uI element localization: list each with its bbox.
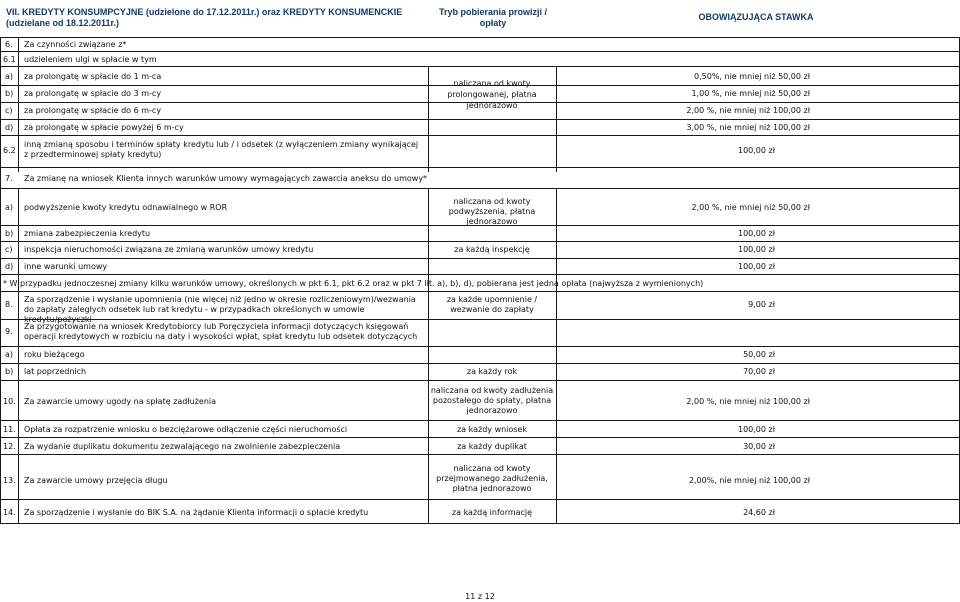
row-number: b): [5, 367, 14, 376]
row-number: 6.1: [3, 55, 16, 64]
page-number: 11 z 12: [465, 592, 495, 601]
row-number: d): [5, 123, 14, 132]
row-description: Za wydanie duplikatu dokumentu zezwalającego na zwolnienie zabezpieczenia: [24, 442, 341, 451]
row-description: Za przygotowanie na wniosek Kredytobiorcy lub Poręczyciela informacji dotyczących księgowań operacji kredytowych w rozbiciu na daty i wysokości wpłat, spłat kredytu lub odsetek dotyczących: [24, 322, 418, 341]
row-rate: 100,00 zł: [737, 146, 775, 155]
row-rate: 24,60 zł: [743, 508, 775, 517]
row-number: 11.: [3, 425, 16, 434]
row-mode: za każdy duplikat: [457, 442, 527, 451]
row-description: inną zmianą sposobu i terminów spłaty kredytu lub / i odsetek (z wyłączeniem zmiany wynikającej z przedterminowej spłaty kredytu): [24, 140, 419, 159]
row-rate: 100,00 zł: [737, 425, 775, 434]
row-mode: naliczana od kwoty przejmowanego zadłużenia, płatna jednorazowo: [436, 464, 548, 493]
row-number: c): [5, 245, 13, 254]
row-description: Za zawarcie umowy przejęcia długu: [24, 476, 168, 485]
row-rate: 100,00 zł: [737, 262, 775, 271]
row-description: udzieleniem ulgi w spłacie w tym: [24, 55, 157, 64]
row-rate: 2,00 %, nie mniej niż 50,00 zł: [691, 203, 810, 212]
row-mode: za każdy wniosek: [456, 425, 528, 434]
row-number: 10.: [3, 397, 16, 406]
mode-column-header: Tryb pobierania prowizji / opłaty: [438, 7, 548, 28]
row-mode: za każdy rok: [466, 367, 518, 376]
row-description: Za zmianę na wniosek Klienta innych warunków umowy wymagających zawarcia aneksu do umowy*: [24, 174, 428, 183]
row-number: 8.: [5, 300, 13, 309]
row-description: roku bieżącego: [24, 350, 85, 359]
row-description: Opłata za rozpatrzenie wniosku o bezciężarowe odłączenie części nieruchomości: [24, 425, 348, 434]
row-number: 7.: [5, 174, 13, 183]
row-description: podwyższenie kwoty kredytu odnawialnego w ROR: [24, 203, 228, 212]
row-rate: 1,00 %, nie mniej niż 50,00 zł: [691, 89, 810, 98]
row-mode: za każde upomnienie / wezwanie do zapłaty: [446, 295, 538, 314]
row-description: zmiana zabezpieczenia kredytu: [24, 229, 151, 238]
row-number: a): [5, 350, 14, 359]
rate-column-header: OBOWIĄZUJĄCA STAWKA: [698, 12, 814, 22]
row-number: 6.2: [3, 146, 16, 155]
row-number: c): [5, 106, 13, 115]
merged-mode-cell: naliczana od kwoty prolongowanej, płatna jednorazowo: [447, 79, 537, 110]
row-number: a): [5, 203, 14, 212]
row-rate: 30,00 zł: [743, 442, 775, 451]
row-rate: 9,00 zł: [748, 300, 775, 309]
row-description: za prolongatę w spłacie do 1 m-ca: [24, 72, 162, 81]
row-rate: 100,00 zł: [737, 245, 775, 254]
row-number: 9.: [5, 327, 13, 336]
row-rate: 2,00%, nie mniej niż 100,00 zł: [688, 476, 810, 485]
row-mode: za każdą inspekcję: [454, 245, 530, 254]
footnote: * W przypadku jednoczesnej zmiany kilku warunków umowy, określonych w pkt 6.1, pkt 6.2 oraz w pkt 7 lit. a), b), d), pobierana jest jedna opłata (najwyższa z wymienionych): [3, 279, 704, 288]
row-mode: za każdą informację: [451, 508, 533, 517]
row-rate: 2,00 %, nie mniej niż 100,00 zł: [686, 106, 810, 115]
row-number: b): [5, 229, 14, 238]
row-description: Za sporządzenie i wysłanie upomnienia (nie więcej niż jedno w okresie rozliczeniowym)/wezwania do zapłaty zaległych odsetek lub rat kredytu - w przypadkach określonych w umowie kredytu/pożyczki: [24, 295, 416, 324]
row-number: d): [5, 262, 14, 271]
row-description: za prolongatę w spłacie do 3 m-cy: [24, 89, 162, 98]
row-description: inspekcja nieruchomości związana ze zmianą warunków umowy kredytu: [24, 245, 314, 254]
row-number: 14.: [3, 508, 16, 517]
row-mode: naliczana od kwoty podwyższenia, płatna jednorazowo: [448, 197, 536, 226]
row-number: a): [5, 72, 14, 81]
row-description: Za sporządzenie i wysłanie do BIK S.A. na żądanie Klienta informacji o spłacie kredytu: [24, 508, 369, 517]
row-description: inne warunki umowy: [24, 262, 108, 271]
row-rate: 2,00 %, nie mniej niż 100,00 zł: [686, 397, 810, 406]
row-description: Za zawarcie umowy ugody na spłatę zadłużenia: [24, 397, 217, 406]
row-number: 12.: [3, 442, 16, 451]
row-mode: naliczana od kwoty zadłużenia pozostałego do spłaty, płatna jednorazowo: [430, 386, 554, 415]
row-description: za prolongatę w spłacie do 6 m-cy: [24, 106, 162, 115]
row-rate: 70,00 zł: [743, 367, 775, 376]
row-rate: 3,00 %, nie mniej niż 100,00 zł: [686, 123, 810, 132]
row-rate: 0,50%, nie mniej niż 50,00 zł: [694, 72, 810, 81]
row-number: 6.: [5, 40, 13, 49]
section-title: VII. KREDYTY KONSUMPCYJNE (udzielone do 17.12.2011r.) oraz KREDYTY KONSUMENCKIE (udzielane od 18.12.2011r.): [6, 7, 403, 28]
row-number: 13.: [3, 476, 16, 485]
row-rate: 50,00 zł: [743, 350, 775, 359]
row-description: Za czynności związane z*: [24, 40, 127, 49]
row-rate: 100,00 zł: [737, 229, 775, 238]
row-description: za prolongatę w spłacie powyżej 6 m-cy: [24, 123, 184, 132]
row-number: b): [5, 89, 14, 98]
row-description: lat poprzednich: [24, 367, 87, 376]
